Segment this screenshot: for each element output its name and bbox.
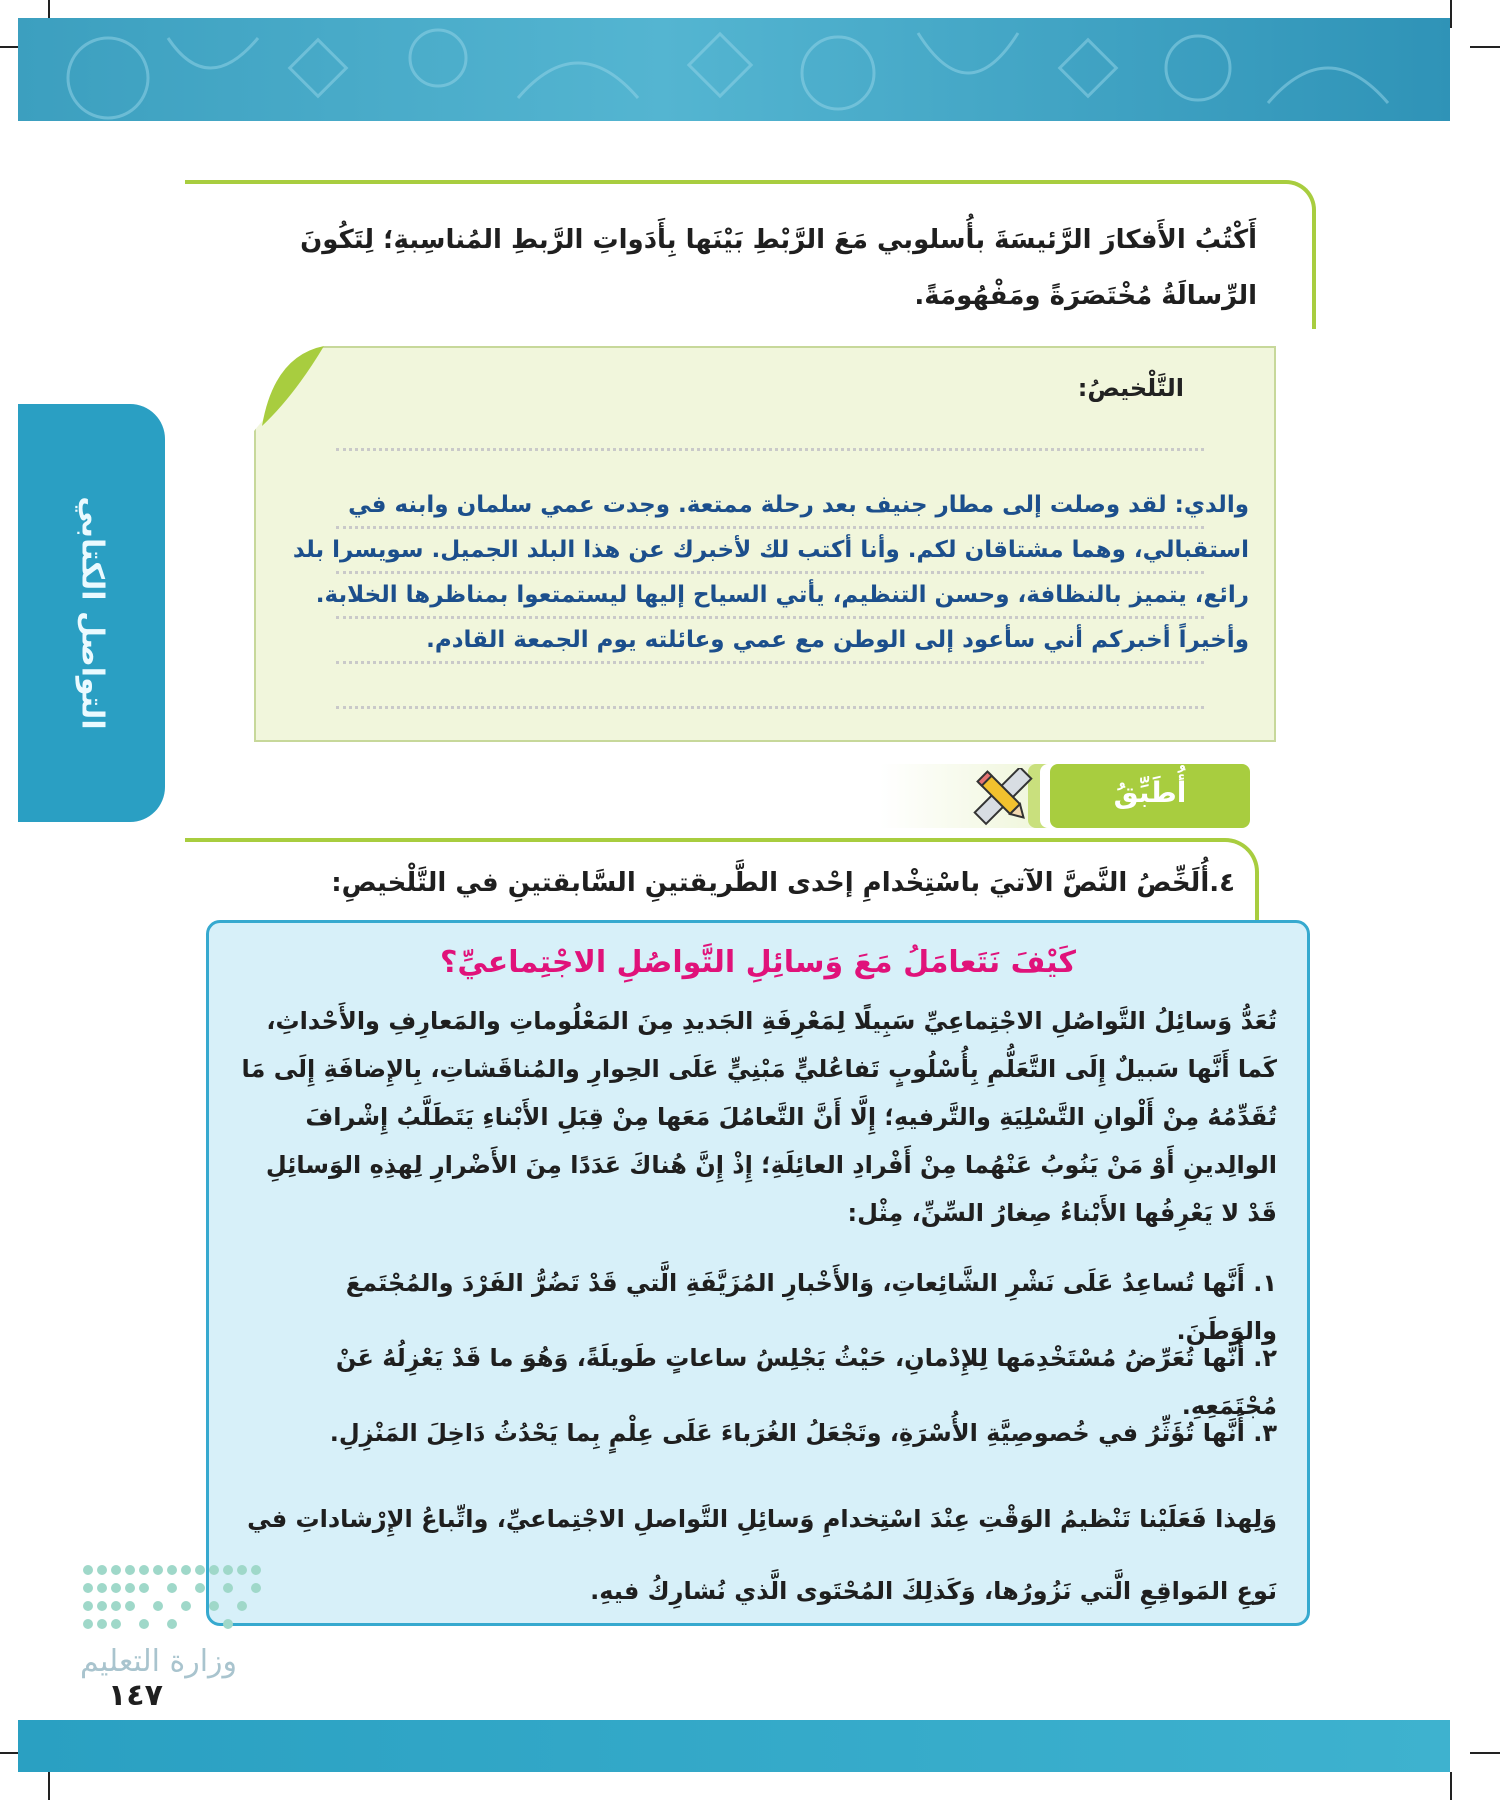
crop-mark — [48, 1772, 50, 1800]
banner-pattern — [18, 18, 1450, 121]
article-box — [206, 920, 1310, 1626]
practice-label: أُطَبِّقُ — [1113, 776, 1187, 809]
practice-badge — [1050, 764, 1250, 828]
crop-mark — [1450, 1772, 1452, 1800]
page-number: ١٤٧ — [108, 1678, 163, 1713]
crop-mark — [1470, 46, 1500, 48]
article-item-2: ٢. أَنَّها تُعَرِّضُ مُسْتَخْدِمَها لِلإِدْمانِ، حَيْثُ يَجْلِسُ ساعاتٍ طَويلَةً، وَهُوَ ما قَدْ يَعْزِلُهُ عَنْ مُجْتَمَعِهِ. — [335, 1344, 1277, 1420]
article-item-3: ٣. أَنَّها تُؤَثِّرُ في خُصوصِيَّةِ الأُسْرَةِ، وتَجْعَلُ الغُرَباءَ عَلَى عِلْمٍ بِما يَحْدُثُ دَاخِلَ المَنْزِلِ. — [329, 1419, 1277, 1447]
article-intro: تُعَدُّ وَسائِلُ التَّواصُلِ الاجْتِماعِيِّ سَبِيلًا لِمَعْرِفَةِ الجَديدِ مِنَ المَعْلُوماتِ والمَعارِفِ والأَحْداثِ، كَما أَنَّها سَبيلٌ إِلَى التَّعَلُّمِ بِأُسْلُوبٍ تَفاعُليٍّ مَبْنِيٍّ عَلَى الحِوارِ والمُناقَشاتِ، بِالإِضافَةِ إِلَى مَا تُقَدِّمُهُ مِنْ أَلْوانِ التَّسْلِيَةِ والتَّرفيهِ؛ إِلَّا أَنَّ التَّعامُلَ مَعَها مِنْ قِبَلِ الأَبْناءِ يَتَطَلَّبُ إِشْرافَ الوالِدينِ أَوْ مَنْ يَنُوبُ عَنْهُما مِنْ أَفْرادِ العائِلَةِ؛ إِذْ إِنَّ هُناكَ عَدَدًا مِنَ الأَضْرارِ لِهذِهِ الوَسائِلِ قَدْ لا يَعْرِفُها الأَبْناءُ صِغارُ السِّنِّ، مِثْل: — [241, 1007, 1277, 1227]
exercise-prompt: ٤.أُلَخِّصُ النَّصَّ الآتيَ باسْتِخْدامِ إحْدى الطَّريقتينِ السَّابقتينِ في التَّلْخيصِ: — [331, 868, 1235, 898]
article-conclusion: وَلِهذا فَعَلَيْنا تَنْظيمُ الوَقْتِ عِنْدَ اسْتِخدامِ وَسائِلِ التَّواصلِ الاجْتِماعيِّ، واتِّباعُ الإِرْشاداتِ في نَوعِ المَواقِعِ الَّتي نَزُورُها، وَكَذلِكَ المُحْتَوى الَّذي نُشارِكُ فيهِ. — [247, 1505, 1277, 1605]
pencil-ruler-icon — [972, 768, 1034, 826]
summary-text: والدي: لقد وصلت إلى مطار جنيف بعد رحلة ممتعة. وجدت عمي سلمان وابنه في استقبالي، وهما مشتاقان لكم. وأنا أكتب لك لأخبرك عن هذا البلد الجميل. سويسرا بلد رائع، يتميز بالنظافة، وحسن التنظيم، يأتي السياح إليها ليستمتعوا بمناظرها الخلابة. وأخيراً أخبركم أني سأعود إلى الوطن مع عمي وعائلته يوم الجمعة القادم. — [292, 492, 1249, 653]
summary-box — [254, 346, 1276, 742]
side-tab — [18, 404, 165, 822]
crop-mark — [1470, 1752, 1500, 1754]
ministry-logo-icon — [78, 1560, 268, 1640]
crop-mark — [1450, 0, 1452, 28]
instruction-text: أَكْتُبُ الأَفكارَ الرَّئيسَةَ بأُسلوبي مَعَ الرَّبْطِ بَيْنَها بِأَدَواتِ الرَّبطِ المُناسِبةِ؛ لِتَكُونَ الرِّسالَةُ مُخْتَصَرَةً ومَفْهُومَةً. — [300, 225, 1257, 311]
bottom-band — [18, 1720, 1450, 1772]
dotted-line — [336, 448, 1204, 451]
article-item-1: ١. أَنَّها تُساعِدُ عَلَى نَشْرِ الشَّائِعاتِ، وَالأَخْبارِ المُزَيَّفَةِ الَّتي قَدْ تَضُرُّ الفَرْدَ والمُجْتَمعَ والوَطَنَ. — [345, 1269, 1277, 1345]
top-banner — [18, 18, 1450, 121]
instruction-frame — [185, 180, 1316, 329]
side-tab-label: التواصل الكتابي — [74, 496, 109, 730]
article-title: كَيْفَ نَتَعامَلُ مَعَ وَسائِلِ التَّواصُلِ الاجْتِماعيِّ؟ — [440, 945, 1076, 980]
dotted-line — [336, 706, 1204, 709]
summary-title: التَّلْخيصُ: — [1077, 374, 1184, 402]
ministry-name: وزارة التعليم — [80, 1644, 238, 1679]
page-curl-icon — [254, 346, 324, 431]
